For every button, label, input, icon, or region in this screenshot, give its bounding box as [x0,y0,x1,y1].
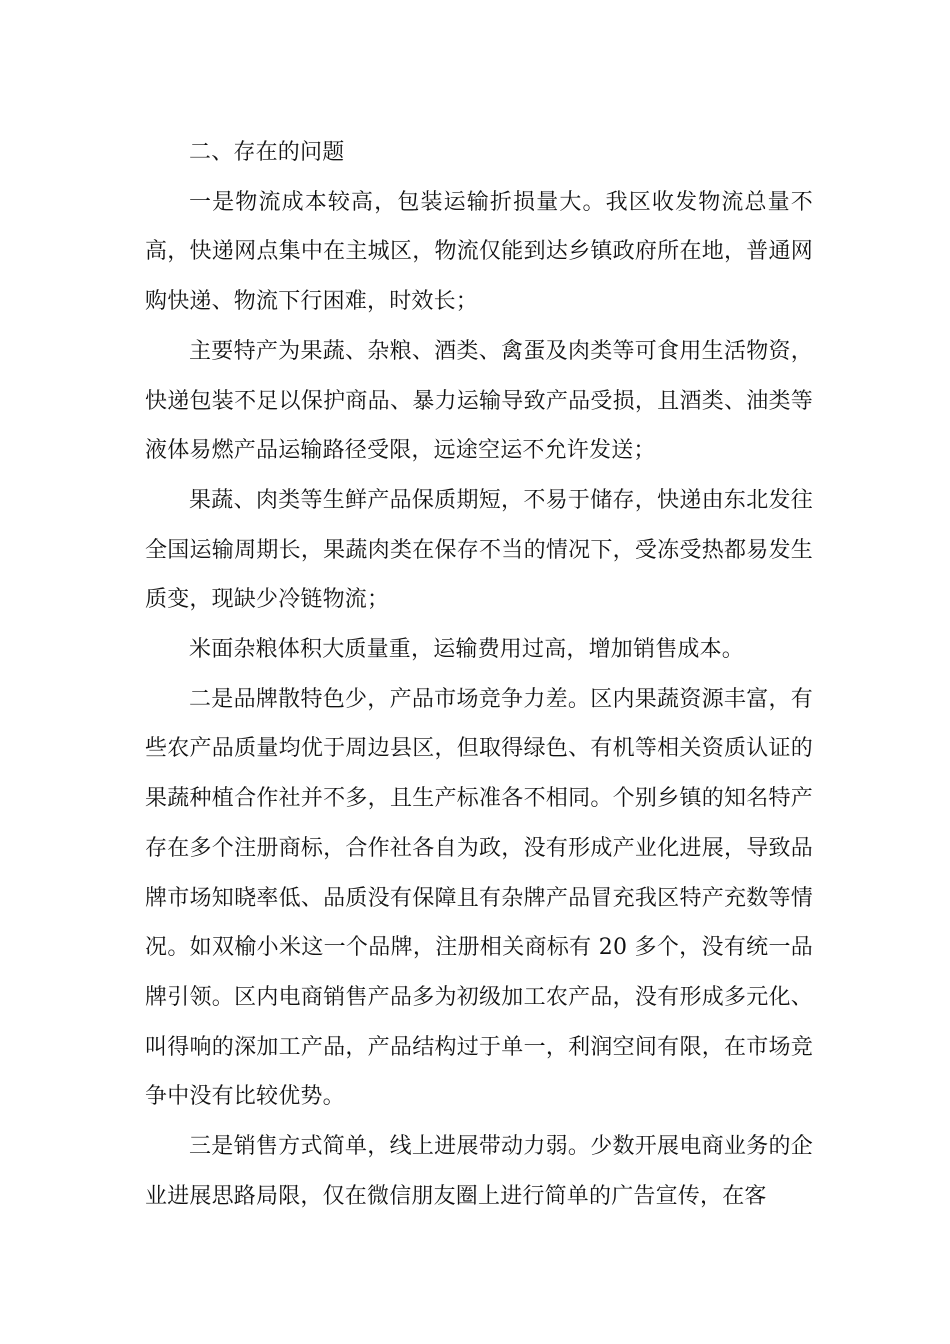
paragraph-packaging-damage: 主要特产为果蔬、杂粮、酒类、禽蛋及肉类等可食用生活物资，快递包装不足以保护商品、暴力运输导致产品受损，且酒类、油类等液体易燃产品运输路径受限，远途空运不允许发送； [145,338,813,464]
paragraph-logistics-cost: 一是物流成本较高，包装运输折损量大。我区收发物流总量不高，快递网点集中在主城区，物流仅能到达乡镇政府所在地，普通网购快递、物流下行困难，时效长； [145,189,813,315]
paragraph-fresh-products: 果蔬、肉类等生鲜产品保质期短，不易于储存，快递由东北发往全国运输周期长，果蔬肉类在保存不当的情况下，受冻受热都易发生质变，现缺少冷链物流； [145,487,813,613]
section-heading: 二、存在的问题 [189,140,345,165]
paragraph-sales-methods: 三是销售方式简单，线上进展带动力弱。少数开展电商业务的企业进展思路局限，仅在微信朋友圈上进行简单的广告宣传，在客 [145,1134,813,1209]
paragraph-grain-shipping: 米面杂粮体积大质量重，运输费用过高，增加销售成本。 [189,637,745,663]
document-body [145,128,813,1221]
paragraph-brand-competition: 二是品牌散特色少，产品市场竞争力差。区内果蔬资源丰富，有些农产品质量均优于周边县区，但取得绿色、有机等相关资质认证的果蔬种植合作社并不多，且生产标准各不相同。个别乡镇的知名特产存在多个注册商标，合作社各自为政，没有形成产业化进展，导致品牌市场知晓率低、品质没有保障且有杂牌产品冒充我区特产充数等情况。如双榆小米这一个品牌，注册相关商标有 20 多个，没有统一品牌引领。区内电商销售产品多为初级加工农产品，没有形成多元化、叫得响的深加工产品，产品结构过于单一，利润空间有限，在市场竞争中没有比较优势。 [145,686,813,1110]
